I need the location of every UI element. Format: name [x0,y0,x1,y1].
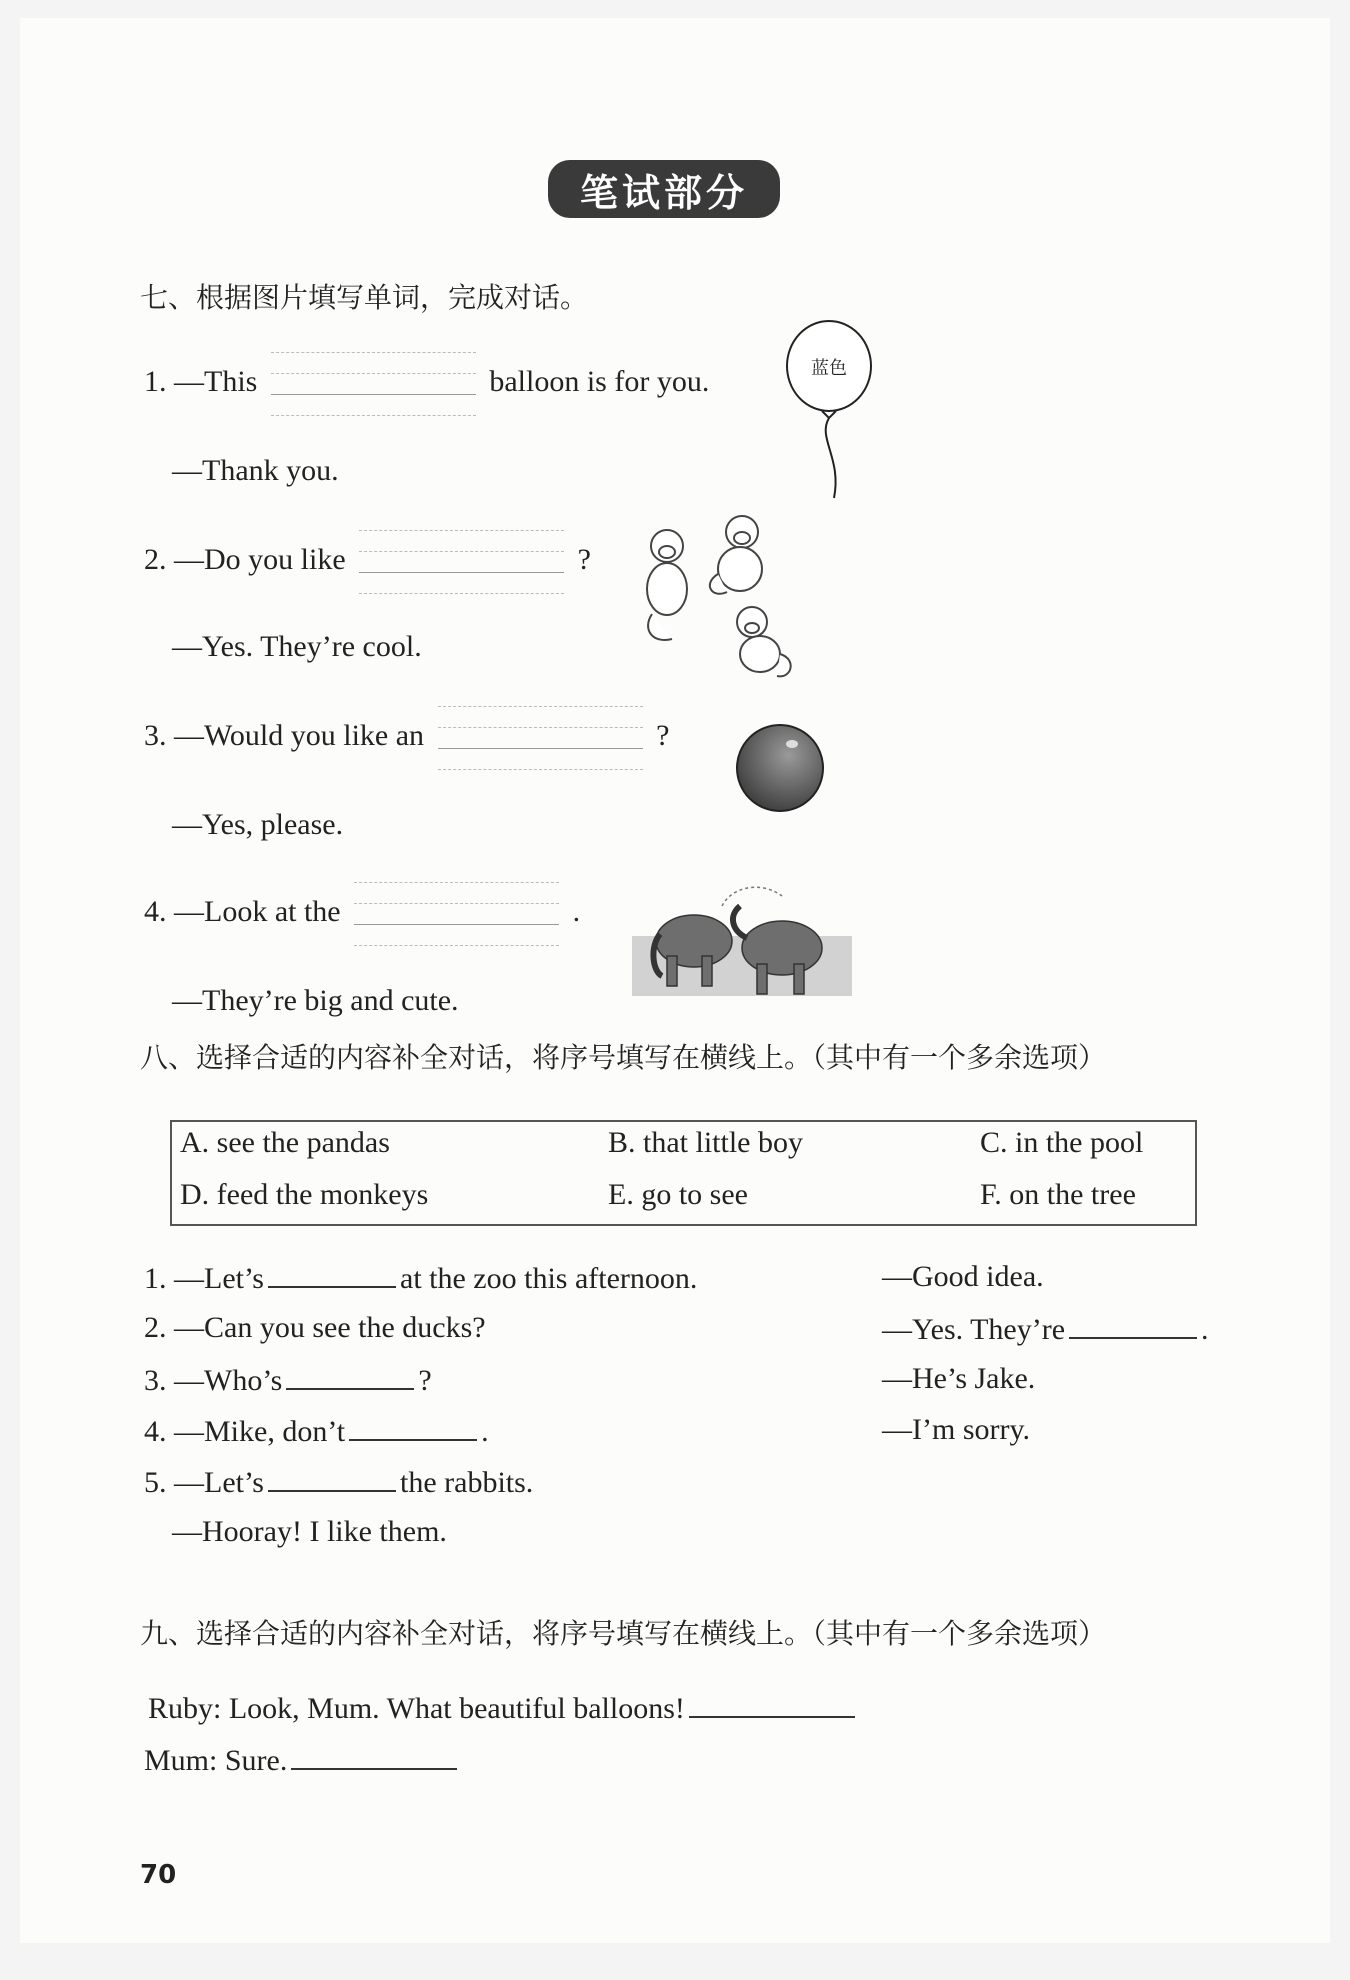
q4-suffix: . [572,894,581,928]
section8-heading: 八、选择合适的内容补全对话，将序号填写在横线上。（其中有一个多余选项） [140,1041,1107,1074]
q4-prompt: —Look at the [174,894,341,928]
s8-item2-reply-suffix: . [1201,1313,1209,1346]
option-c: C. in the pool [980,1126,1144,1159]
s8-item5-blank[interactable] [268,1464,396,1492]
s9-line1 [148,1690,859,1726]
section9-heading: 九、选择合适的内容补全对话，将序号填写在横线上。（其中有一个多余选项） [140,1617,1107,1650]
s9-line2-text: Mum: Sure. [144,1744,288,1777]
s8-item3-blank[interactable] [286,1362,414,1390]
page-number: 70 [140,1860,177,1890]
s8-item2-prompt: —Can you see the ducks? [174,1311,486,1344]
s9-line1-text: Ruby: Look, Mum. What beautiful balloons! [148,1692,685,1725]
q4-line [144,882,580,946]
q2-suffix: ? [577,542,591,576]
s9-line2 [144,1742,461,1778]
s8-item4-prompt: —Mike, don’t [174,1415,346,1448]
s8-item3-number: 3. [144,1364,167,1397]
option-e: E. go to see [608,1178,748,1211]
s8-item1-number: 1. [144,1262,167,1295]
q3-line [144,706,669,770]
s8-item4-blank[interactable] [349,1413,477,1441]
q1-reply: —Thank you. [172,454,339,487]
s8-item5-reply: —Hooray! I like them. [172,1515,447,1548]
s8-item3 [144,1362,432,1398]
q3-prompt: —Would you like an [174,718,425,752]
orange-icon [730,718,830,818]
s8-item1-reply: —Good idea. [882,1260,1044,1293]
option-b: B. that little boy [608,1126,803,1159]
s8-item2-blank[interactable] [1069,1311,1197,1339]
q2-line [144,530,591,594]
q2-number: 2. [144,542,167,576]
s8-item1-suffix: at the zoo this afternoon. [400,1262,698,1295]
q3-reply: —Yes, please. [172,808,344,841]
q4-reply: —They’re big and cute. [172,984,459,1017]
q1-line [144,352,709,416]
s8-item5-number: 5. [144,1466,167,1499]
s8-item3-reply: —He’s Jake. [882,1362,1036,1395]
s8-item4-reply: —I’m sorry. [882,1413,1031,1446]
s8-item4 [144,1413,489,1449]
q3-number: 3. [144,718,167,752]
q1-number: 1. [144,364,167,398]
s8-item5 [144,1464,533,1500]
s9-line2-blank[interactable] [291,1742,457,1770]
monkeys-icon [632,504,802,684]
s8-item2-reply-prompt: —Yes. They’re [882,1313,1066,1346]
s8-item4-number: 4. [144,1415,167,1448]
s8-item2 [144,1311,486,1345]
s8-item3-suffix: ? [418,1364,432,1397]
q4-blank[interactable] [354,882,559,946]
s8-item1-blank[interactable] [268,1260,396,1288]
q2-prompt: —Do you like [174,542,346,576]
s8-item4-suffix: . [481,1415,489,1448]
option-f: F. on the tree [980,1178,1136,1211]
s8-item1-prompt: —Let’s [174,1262,264,1295]
worksheet-page [20,18,1330,1943]
s8-item3-prompt: —Who’s [174,1364,283,1397]
q3-blank[interactable] [438,706,643,770]
elephants-icon [632,876,852,1016]
s9-line1-blank[interactable] [689,1690,855,1718]
q1-blank[interactable] [271,352,476,416]
blue-balloon-icon [772,318,890,504]
s8-item5-suffix: the rabbits. [400,1466,534,1499]
q2-blank[interactable] [359,530,564,594]
q1-prompt: —This [174,364,258,398]
s8-item2-number: 2. [144,1311,167,1344]
balloon-label: 蓝色 [811,358,847,379]
s8-item5-prompt: —Let’s [174,1466,264,1499]
q1-suffix: balloon is for you. [489,364,710,398]
s8-item2-reply [882,1311,1209,1347]
option-a: A. see the pandas [180,1126,390,1159]
q2-reply: —Yes. They’re cool. [172,630,422,663]
q3-suffix: ? [656,718,670,752]
option-d: D. feed the monkeys [180,1178,429,1211]
q4-number: 4. [144,894,167,928]
s8-item1 [144,1260,697,1296]
page-title: 笔试部分 [548,160,780,218]
section7-heading: 七、根据图片填写单词，完成对话。 [140,281,589,314]
